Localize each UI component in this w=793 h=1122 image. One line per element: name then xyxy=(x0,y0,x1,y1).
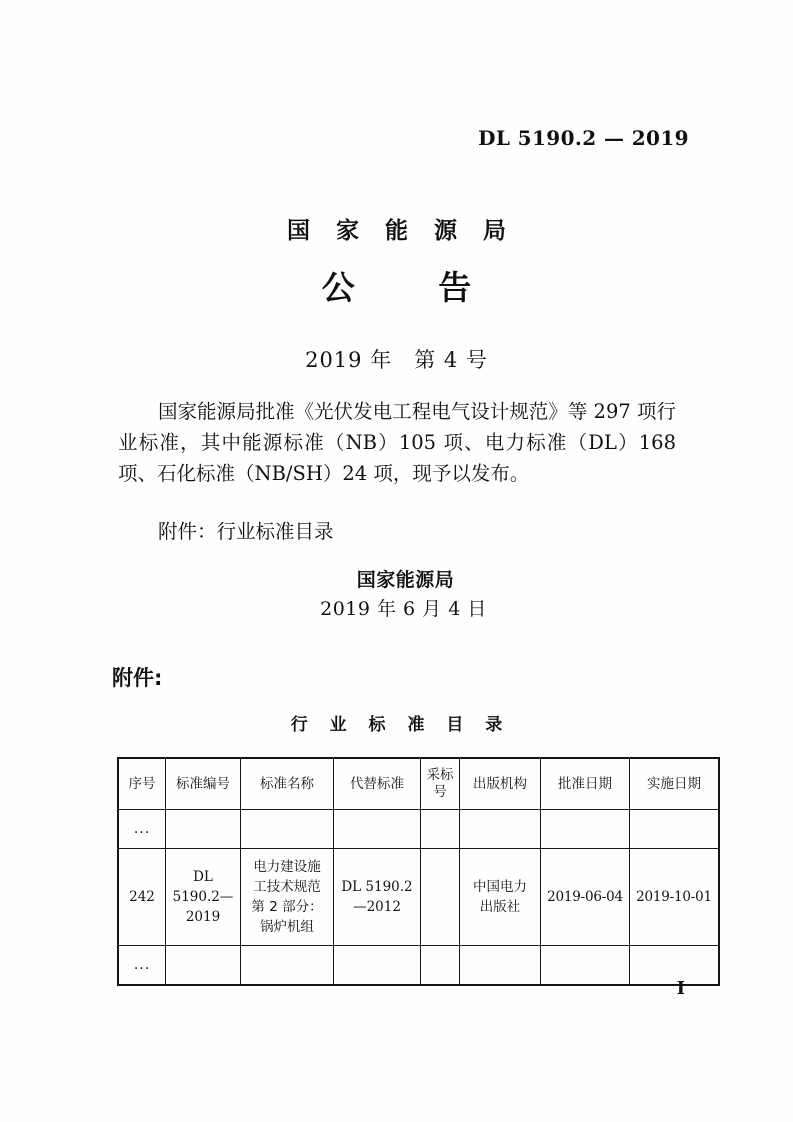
column-header-publisher: 出版机构 xyxy=(460,758,541,810)
column-header-seq: 序号 xyxy=(118,758,166,810)
std-no-line-2: 5190.2— xyxy=(172,889,234,905)
document-type-title: 公 告 xyxy=(321,268,508,307)
std-no-line-1: DL xyxy=(193,869,213,885)
table-row xyxy=(118,946,719,986)
issuing-organization-title: 国 家 能 源 局 xyxy=(286,218,516,244)
publisher-line-1: 中国电力 xyxy=(473,879,527,895)
table-row xyxy=(118,849,719,946)
column-header-std-name: 标准名称 xyxy=(241,758,334,810)
cell-publisher xyxy=(460,810,541,849)
publisher-line-2: 出版社 xyxy=(479,899,521,915)
cell-adopt-no xyxy=(421,810,460,849)
cell-impl-date xyxy=(630,810,720,849)
standard-code-header: DL 5190.2 — 2019 xyxy=(478,126,689,150)
table-body xyxy=(118,810,719,986)
cell-approval-date xyxy=(541,810,630,849)
adopt-header-line-2: 号 xyxy=(433,784,447,800)
cell-std-no xyxy=(166,946,241,986)
cell-replaced xyxy=(334,810,421,849)
cell-impl-date: 2019-10-01 xyxy=(630,849,720,946)
announcement-paragraph xyxy=(118,396,676,489)
std-name-line-4: 锅炉机组 xyxy=(260,919,314,935)
announcement-paragraph-text: 国家能源局批准《光伏发电工程电气设计规范》等 297 项行业标准，其中能源标准（NB）105 项、电力标准（DL）168 项、石化标准（NB/SH）24 项，现予以发布。 xyxy=(118,400,676,485)
cell-adopt-no xyxy=(421,849,460,946)
cell-seq: ... xyxy=(118,810,166,849)
table-row xyxy=(118,810,719,849)
cell-std-no xyxy=(166,849,241,946)
cell-replaced xyxy=(334,849,421,946)
cell-impl-date xyxy=(630,946,720,986)
signature-date: 2019 年 6 月 4 日 xyxy=(320,598,487,620)
column-header-adopt-no xyxy=(421,758,460,810)
replaced-line-1: DL 5190.2 xyxy=(341,879,413,895)
column-header-std-no: 标准编号 xyxy=(166,758,241,810)
attachment-reference-text: 附件：行业标准目录 xyxy=(158,520,334,543)
adopt-header-line-1: 采标 xyxy=(426,767,454,783)
cell-std-name xyxy=(241,946,334,986)
signature-block xyxy=(0,566,793,624)
cell-replaced xyxy=(334,946,421,986)
cell-approval-date: 2019-06-04 xyxy=(541,849,630,946)
cell-adopt-no xyxy=(421,946,460,986)
std-no-line-3: 2019 xyxy=(185,909,221,925)
issue-number-line: 2019 年 第 4 号 xyxy=(305,348,488,372)
standards-table-container xyxy=(117,757,712,986)
table-header-row xyxy=(118,758,719,810)
cell-seq: 242 xyxy=(118,849,166,946)
table-title: 行 业 标 准 目 录 xyxy=(290,715,511,735)
column-header-impl-date: 实施日期 xyxy=(630,758,720,810)
cell-std-name xyxy=(241,849,334,946)
signature-organization: 国家能源局 xyxy=(356,569,455,591)
attachment-reference-line xyxy=(118,516,676,547)
std-name-line-3: 第 2 部分： xyxy=(251,899,323,915)
cell-seq: ... xyxy=(118,946,166,986)
standards-table xyxy=(117,757,720,986)
cell-publisher xyxy=(460,849,541,946)
replaced-line-2: —2012 xyxy=(353,899,401,915)
std-name-line-1: 电力建设施 xyxy=(253,859,321,875)
cell-approval-date xyxy=(541,946,630,986)
column-header-approval-date: 批准日期 xyxy=(541,758,630,810)
cell-std-name xyxy=(241,810,334,849)
cell-publisher xyxy=(460,946,541,986)
column-header-replaced: 代替标准 xyxy=(334,758,421,810)
table-header xyxy=(118,758,719,810)
attachment-heading: 附件: xyxy=(112,666,163,690)
page-number: I xyxy=(676,978,685,999)
cell-std-no xyxy=(166,810,241,849)
std-name-line-2: 工技术规范 xyxy=(253,879,321,895)
